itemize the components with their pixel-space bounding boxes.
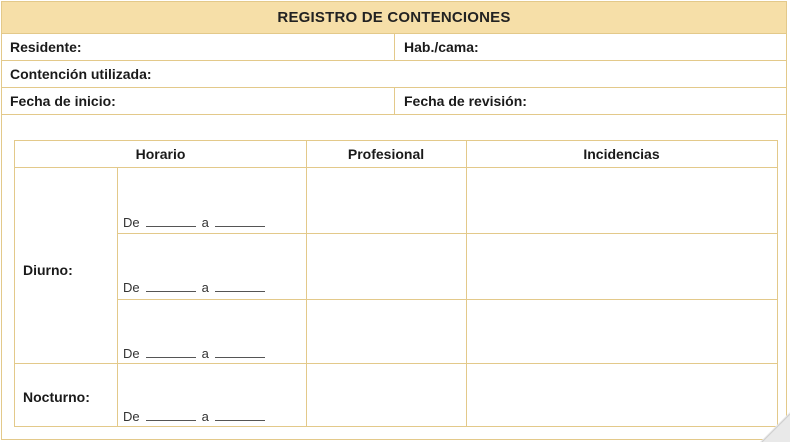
header-schedule: Horario [135, 146, 186, 162]
night-shift-label: Nocturno: [23, 389, 90, 405]
resident-label: Residente: [10, 39, 82, 55]
row-divider [117, 299, 777, 300]
blank-line [215, 420, 265, 421]
restraint-row [2, 61, 786, 88]
room-bed-label: Hab./cama: [404, 39, 479, 55]
header-professional: Profesional [347, 146, 425, 162]
restraint-used-label: Contención utilizada: [10, 66, 152, 82]
blank-line [215, 226, 265, 227]
slot-to-label: a [201, 409, 209, 424]
slot-from-label: De [123, 280, 140, 295]
blank-line [215, 291, 265, 292]
blank-line [146, 226, 196, 227]
row-divider [15, 363, 777, 364]
time-slot [123, 215, 271, 230]
blank-line [146, 357, 196, 358]
blank-line [215, 357, 265, 358]
header-incidents: Incidencias [583, 146, 660, 162]
slot-from-label: De [123, 346, 140, 361]
row-divider [394, 88, 395, 114]
page-curl-icon [740, 412, 790, 442]
blank-line [146, 291, 196, 292]
time-slot [123, 409, 271, 424]
row-divider [394, 34, 395, 60]
blank-line [146, 420, 196, 421]
header-divider [15, 167, 777, 168]
time-slot [123, 280, 271, 295]
slot-to-label: a [201, 280, 209, 295]
column-divider [306, 141, 307, 426]
day-shift-label: Diurno: [23, 262, 73, 278]
slot-from-label: De [123, 215, 140, 230]
column-divider [466, 141, 467, 426]
review-date-label: Fecha de revisión: [404, 93, 527, 109]
slot-to-label: a [201, 215, 209, 230]
resident-row [2, 34, 786, 61]
schedule-table [14, 140, 778, 427]
slot-to-label: a [201, 346, 209, 361]
column-divider [117, 167, 118, 426]
slot-from-label: De [123, 409, 140, 424]
restraint-record-form [1, 1, 787, 440]
dates-row [2, 88, 786, 115]
start-date-label: Fecha de inicio: [10, 93, 116, 109]
time-slot [123, 346, 271, 361]
row-divider [117, 233, 777, 234]
form-title: REGISTRO DE CONTENCIONES [2, 2, 786, 34]
